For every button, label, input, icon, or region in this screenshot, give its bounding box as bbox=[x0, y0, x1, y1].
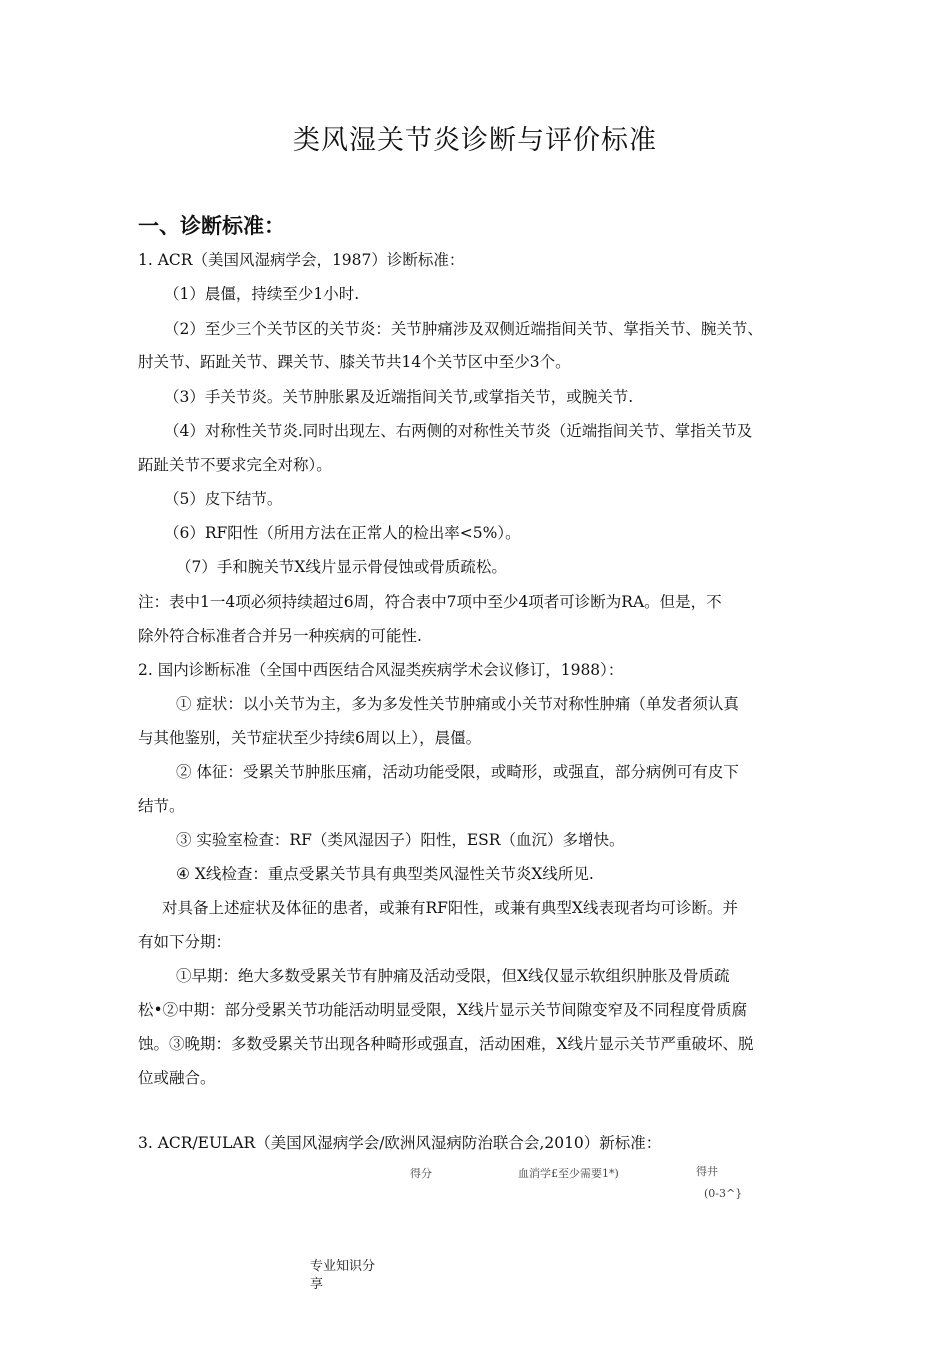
domestic-heading: 2. 国内诊断标准（全国中西医结合风湿类疾病学术会议修订，1988）： bbox=[138, 661, 624, 679]
domestic-symptom: ① 症状：以小关节为主，多为多发性关节肿痛或小关节对称性肿痛（单发者须认真 bbox=[176, 695, 739, 713]
criterion-2: （2）至少三个关节区的关节炎：关节肿痛涉及双侧近端指间关节、掌指关节、腕关节、 bbox=[164, 320, 763, 338]
acr2010-heading: 3. ACR/EULAR（美国风湿病学会/欧洲风湿病防治联合会,2010）新标准： bbox=[138, 1134, 662, 1152]
criterion-2-continued: 肘关节、跖趾关节、踝关节、膝关节共14个关节区中至少3个。 bbox=[138, 353, 571, 371]
table-col-score: 得分 bbox=[410, 1167, 432, 1180]
criterion-5: （5）皮下结节。 bbox=[164, 490, 283, 508]
stage-late: 蚀。③晚期：多数受累关节出现各种畸形或强直，活动困难，X线片显示关节严重破坏、脱 bbox=[138, 1035, 754, 1053]
stage-late-continued: 位或融合。 bbox=[138, 1069, 216, 1087]
domestic-summary: 对具备上述症状及体征的患者，或兼有RF阳性，或兼有典型X线表现者均可诊断。并 bbox=[162, 899, 738, 917]
criterion-1: （1）晨僵，持续至少1小时. bbox=[164, 285, 360, 303]
criterion-4-continued: 跖趾关节不要求完全对称）。 bbox=[138, 456, 332, 474]
domestic-lab: ③ 实验室检查：RF（类风湿因子）阳性，ESR（血沉）多增快。 bbox=[176, 831, 625, 849]
criterion-3: （3）手关节炎。关节肿胀累及近端指间关节,或掌指关节，或腕关节. bbox=[164, 388, 634, 406]
acr1987-heading: 1. ACR（美国风湿病学会，1987）诊断标准： bbox=[138, 251, 465, 269]
footer-line-1: 专业知识分 bbox=[310, 1259, 376, 1274]
criterion-6: （6）RF阳性（所用方法在正常人的检出率<5%）。 bbox=[164, 524, 521, 542]
footer-line-2: 享 bbox=[310, 1277, 324, 1292]
domestic-symptom-continued: 与其他鉴别，关节症状至少持续6周以上），晨僵。 bbox=[138, 729, 482, 747]
stage-middle: 松•②中期：部分受累关节功能活动明显受限，X线片显示关节间隙变窄及不同程度骨质腐 bbox=[138, 1001, 748, 1019]
criterion-7: （7）手和腕关节X线片显示骨侵蚀或骨质疏松。 bbox=[176, 558, 507, 576]
table-col-serology: 血消学£至少需要1*) bbox=[518, 1167, 619, 1180]
page-title: 类风湿关节炎诊断与评价标准 bbox=[293, 125, 657, 156]
domestic-xray: ④ X线检查：重点受累关节具有典型类风湿性关节炎X线所见. bbox=[176, 865, 594, 883]
note-line-2: 除外符合标准者合并另一种疾病的可能性. bbox=[138, 627, 422, 645]
stage-early: ①早期：绝大多数受累关节有肿痛及活动受限，但X线仅显示软组织肿胀及骨质疏 bbox=[176, 967, 730, 985]
section-heading-diagnosis: 一、诊断标准： bbox=[138, 214, 285, 238]
table-col-range: (0-3^} bbox=[704, 1187, 743, 1200]
domestic-summary-continued: 有如下分期： bbox=[138, 933, 232, 951]
criterion-4: （4）对称性关节炎.同时出现左、右两侧的对称性关节炎（近端指间关节、掌指关节及 bbox=[164, 422, 753, 440]
table-col-score-right: 得井 bbox=[696, 1165, 718, 1178]
note-line-1: 注：表中1一4项必须持续超过6周，符合表中7项中至少4项者可诊断为RA。但是，不 bbox=[138, 593, 722, 611]
domestic-signs: ② 体征：受累关节肿胀压痛，活动功能受限，或畸形，或强直，部分病例可有皮下 bbox=[176, 763, 739, 781]
domestic-signs-continued: 结节。 bbox=[138, 797, 185, 815]
